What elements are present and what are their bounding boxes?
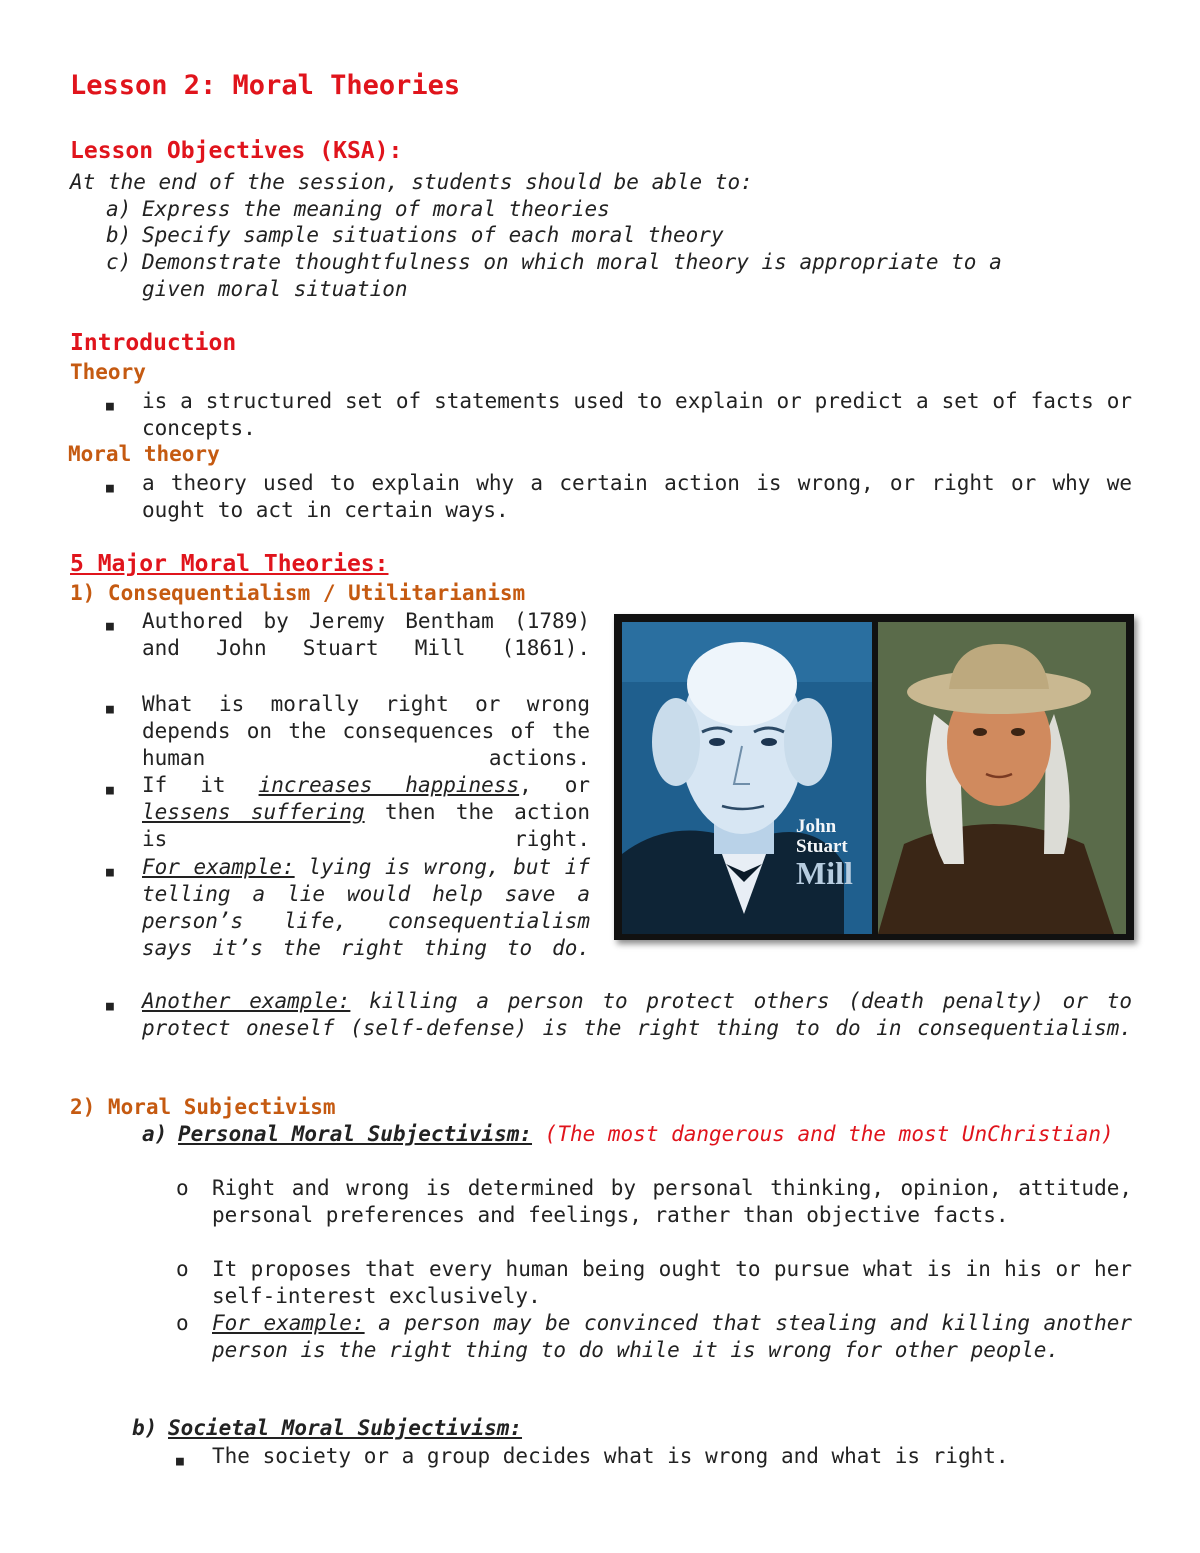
happiness-pre: If it — [142, 773, 226, 797]
square-bullet-icon: ■ — [106, 999, 114, 1014]
hollow-circle-bullet-icon: o — [176, 1176, 189, 1200]
moral-theory-definition: a theory used to explain why a certain action is wrong, or right or why we ought to act in certain ways. — [142, 471, 1132, 522]
theory-heading: Theory — [70, 360, 146, 384]
personal-example-text: a person may be convinced that stealing and killing another person is the right thing to do while it is wrong for other people. — [212, 1311, 1133, 1362]
for-example-label: For example: — [142, 855, 295, 879]
objective-item-a: Express the meaning of moral theories — [142, 197, 610, 221]
lessens-suffering: lessens suffering — [142, 800, 365, 824]
mill-eye-left — [709, 738, 725, 746]
lying-example-bullet — [142, 854, 590, 962]
caption-last: Mill — [796, 855, 853, 891]
square-bullet-icon: ■ — [106, 783, 114, 798]
killing-example-bullet — [142, 988, 1132, 1042]
societal-subjectivism-label: Societal Moral Subjectivism: — [168, 1416, 523, 1440]
bentham-eye-right — [1011, 728, 1025, 736]
objective-marker-a: a) — [106, 197, 132, 221]
personal-subjectivism-label: Personal Moral Subjectivism: — [178, 1122, 533, 1146]
societal-marker: b) — [132, 1416, 158, 1440]
caption-first: John — [796, 816, 837, 837]
happiness-mid: , or — [519, 773, 591, 797]
personal-point-2: It proposes that every human being ought to pursue what is in his or her self-interest exclusively. — [212, 1257, 1132, 1308]
theory-definition: is a structured set of statements used to explain or predict a set of facts or concepts. — [142, 389, 1132, 440]
square-bullet-icon: ■ — [106, 481, 114, 496]
mill-eye-right — [761, 738, 777, 746]
objectives-intro: At the end of the session, students should be able to: — [70, 170, 753, 194]
objective-item-b: Specify sample situations of each moral theory — [142, 223, 724, 247]
page-title: Lesson 2: Moral Theories — [70, 70, 461, 101]
square-bullet-icon: ■ — [176, 1454, 184, 1469]
lying-example-text: lying is wrong, but if telling a lie would help save a person’s life, consequentialism says it’s the right thing to do. — [142, 855, 591, 960]
mill-hair-left — [652, 698, 700, 786]
square-bullet-icon: ■ — [106, 619, 114, 634]
objective-marker-b: b) — [106, 223, 132, 247]
killing-example-text: killing a person to protect others (death penalty) or to protect oneself (self-defense) is the right thing to do in consequentialism. — [142, 989, 1132, 1040]
hollow-circle-bullet-icon: o — [176, 1257, 189, 1281]
personal-example-label: For example: — [212, 1311, 365, 1335]
square-bullet-icon: ■ — [106, 399, 114, 414]
objectives-heading: Lesson Objectives (KSA): — [70, 138, 403, 164]
mill-forehead — [687, 642, 797, 726]
personal-subjectivism-note: (The most dangerous and the most UnChristian) — [544, 1122, 1114, 1146]
moral-subjectivism-heading: 2) Moral Subjectivism — [70, 1095, 336, 1119]
objective-marker-c: c) — [106, 250, 132, 274]
societal-point: The society or a group decides what is wrong and what is right. — [212, 1444, 1009, 1468]
personal-point-1: Right and wrong is determined by personal thinking, opinion, attitude, personal preferences and feelings, rather than objective facts. — [212, 1176, 1132, 1227]
authors-bullet: Authored by Jeremy Bentham (1789) and John Stuart Mill (1861). — [142, 609, 590, 660]
mill-hair-right — [784, 698, 832, 786]
personal-subjectivism-line — [178, 1121, 1132, 1148]
objective-item-c-line2: given moral situation — [142, 277, 408, 301]
major-theories-heading: 5 Major Moral Theories: — [70, 551, 389, 577]
happiness-post: then the action is right. — [142, 800, 590, 851]
moral-theory-heading: Moral theory — [68, 442, 220, 466]
philosophers-portrait-image — [614, 614, 1134, 940]
caption-middle: Stuart — [796, 836, 848, 857]
consequences-bullet: What is morally right or wrong depends on the consequences of the human actions. — [142, 692, 590, 770]
objective-item-c-line1: Demonstrate thoughtfulness on which moral theory is appropriate to a — [142, 250, 1002, 274]
hollow-circle-bullet-icon: o — [176, 1311, 189, 1335]
consequentialism-heading: 1) Consequentialism / Utilitarianism — [70, 581, 526, 605]
square-bullet-icon: ■ — [106, 702, 114, 717]
personal-marker: a) — [142, 1122, 168, 1146]
introduction-heading: Introduction — [70, 330, 237, 356]
portrait-artwork — [614, 614, 1134, 940]
bentham-eye-left — [973, 728, 987, 736]
happiness-bullet — [142, 772, 590, 853]
another-example-label: Another example: — [142, 989, 351, 1013]
increases-happiness: increases happiness — [258, 773, 520, 797]
square-bullet-icon: ■ — [106, 865, 114, 880]
personal-point-3 — [212, 1310, 1132, 1364]
